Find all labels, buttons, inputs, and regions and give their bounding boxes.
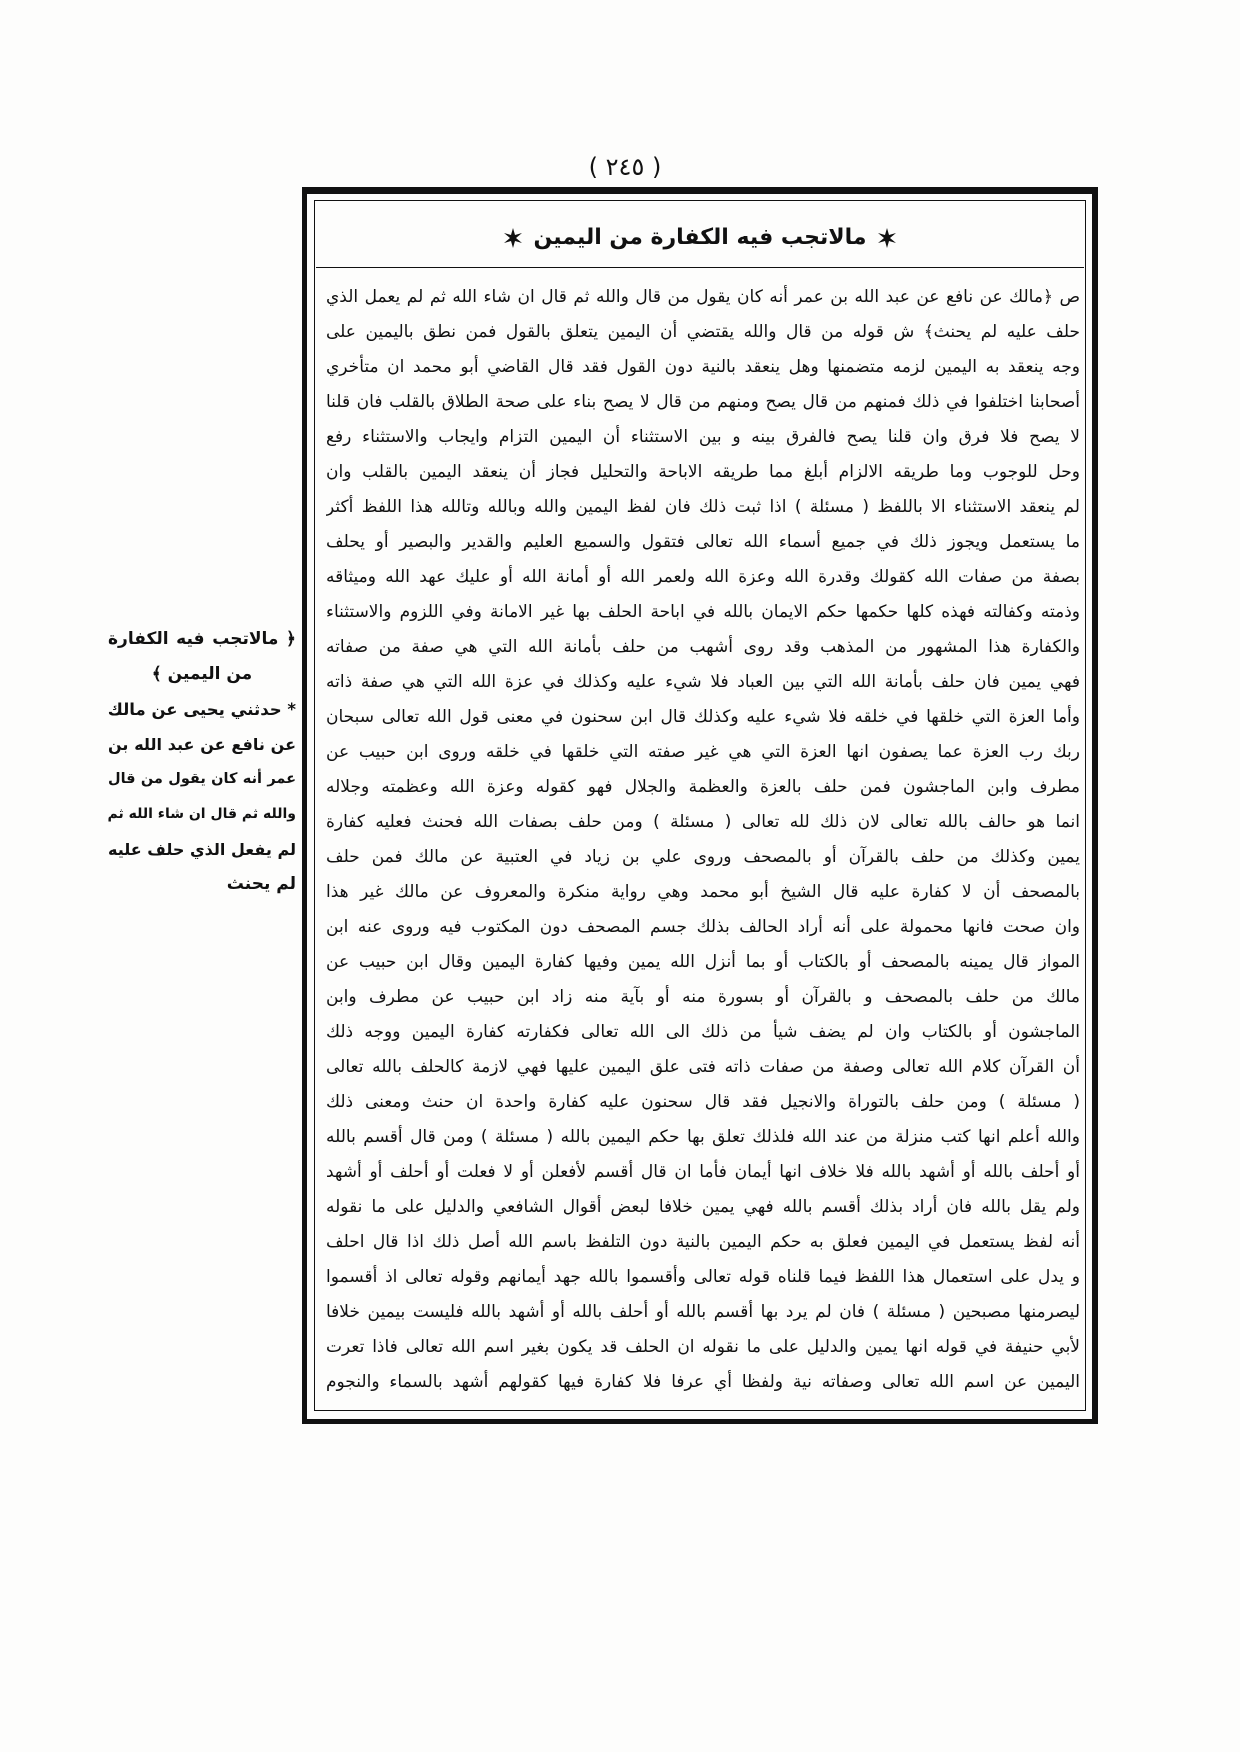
commentary-line: ص ﴿مالك عن نافع عن عبد الله بن عمر أنه كان يقول من قال والله ثم قال ان شاء الله ثم لم يعمل الذي	[326, 287, 1080, 307]
commentary-line: والكفارة هذا المشهور من المذهب وقد روى أشهب من حلف بأمانة الله التي هي صفة من صفاته	[326, 637, 1080, 657]
commentary-line: أو أحلف بالله أو أشهد بالله فلا خلاف انها أيمان فأما ان قال أقسم لأفعلن أو لا فعلت أو أحلف أو أشهد	[326, 1162, 1080, 1182]
commentary-line: ( مسئلة ) ومن حلف بالتوراة والانجيل فقد قال سحنون عليه كفارة واحدة ان حنث ومعنى ذلك	[326, 1092, 1080, 1112]
commentary-line: وجه ينعقد به اليمين لزمه متضمنها وهل ينعقد بالنية دون القول فقد قال القاضي أبو محمد ان متأخري	[326, 357, 1080, 377]
commentary-line: أنه لفظ يستعمل في اليمين فعلق به حكم اليمين بالنية دون التلفظ باسم الله أصل ذلك اذا قال احلف	[326, 1232, 1080, 1252]
commentary-line: ما يستعمل ويجوز ذلك في جميع أسماء الله تعالى فتقول والسميع العليم والقدير والبصير أو يحلف	[326, 532, 1080, 552]
margin-line: * حدثني يحيى عن مالك	[108, 700, 296, 719]
commentary-line: المواز قال يمينه بالمصحف أو بالكتاب أو بما أنزل الله يمين وفيها كفارة اليمين وقال ابن حبيب عن	[326, 952, 1080, 972]
commentary-line: وأما العزة التي خلقها في خلقه فلا شيء عليه وكذلك قال ابن سحنون في معنى قول الله تعالى سبحان	[326, 707, 1080, 727]
commentary-line: فهي يمين فان حلف بأمانة الله التي بين العباد فلا شيء عليه وكذلك في عزة الله التي هي صفة ذاته	[326, 672, 1080, 692]
commentary-line: مالك من حلف بالمصحف و بالقرآن أو بسورة منه أو بآية منه زاد ابن حبيب عن مطرف وابن	[326, 987, 1080, 1007]
margin-line: والله ثم قال ان شاء الله ثم	[108, 806, 296, 822]
commentary-body	[326, 280, 1080, 1400]
commentary-line: مطرف وابن الماجشون فمن حلف بالعزة والعظمة والجلال فهو كقوله وعزة الله وعظمته وجلاله	[326, 777, 1080, 797]
commentary-line: بصفة من صفات الله كقولك وقدرة الله وعزة الله ولعمر الله أو أمانة الله أو عليك عهد الله وميثاقه	[326, 567, 1080, 587]
margin-line: لم يحنث	[226, 874, 296, 894]
commentary-line: والله أعلم انها كتب منزلة من عند الله فلذلك تعلق بها حكم اليمين بالله ( مسئلة ) ومن قال أقسم بالله	[326, 1127, 1080, 1147]
commentary-line: ولم يقل بالله فان أراد بذلك أقسم بالله فهي يمين خلافا لبعض أقوال الشافعي والدليل على ما نقوله	[326, 1197, 1080, 1217]
chapter-heading	[320, 218, 1080, 258]
commentary-line: ربك رب العزة عما يصفون انها العزة التي هي غير صفته التي خلقها في خلقه وروى ابن حبيب عن	[326, 742, 1080, 762]
margin-line: لم يفعل الذي حلف عليه	[108, 840, 296, 859]
commentary-line: و يدل على استعمال هذا اللفظ فيما قلناه قوله تعالى وأقسموا بالله جهد أيمانهم وقوله تعالى اذ أقسموا	[326, 1267, 1080, 1287]
commentary-line: انما هو حالف بالله تعالى لان ذلك لله تعالى ( مسئلة ) ومن حلف بصفات الله فحنث فعليه كفارة	[326, 812, 1080, 832]
commentary-line: أن القرآن كلام الله تعالى وصفة من صفات ذاته فتى علق اليمين عليها فهي لازمة كالحلف بالله تعالى	[326, 1057, 1080, 1077]
commentary-line: أصحابنا اختلفوا في ذلك فمنهم من قال يصح ومنهم من قال لا يصح بناء على صحة الطلاق بالقلب فان قلنا	[326, 392, 1080, 412]
commentary-line: وحل للوجوب وما طريقه الالزام أبلغ مما طريقه الاباحة والتحليل فجاز أن ينعقد اليمين بالقلب وان	[326, 462, 1080, 482]
commentary-line: حلف عليه لم يحنث﴾ ش قوله من قال والله يقتضي أن اليمين يتعلق بالقول فمن نطق باليمين على	[326, 322, 1080, 342]
commentary-line: ليصرمنها مصبحين ( مسئلة ) فان لم يرد بها أقسم بالله أو أحلف بالله أو أشهد بالله فليست بيمين خلافا	[326, 1302, 1080, 1322]
margin-line: ﴿ مالاتجب فيه الكفارة	[108, 629, 296, 649]
commentary-line: بالمصحف أن لا كفارة عليه قال الشيخ أبو محمد وهي رواية منكرة والمعروف عن مالك غير هذا	[326, 882, 1080, 902]
margin-line: عن نافع عن عبد الله بن	[108, 735, 296, 754]
heading-divider	[316, 267, 1084, 268]
chapter-title: مالاتجب فيه الكفارة من اليمين	[533, 225, 867, 250]
margin-line: من اليمين ﴾	[151, 664, 253, 684]
commentary-line: لا يصح فلا فرق وان قلنا يصح فالفرق بينه و بين الاستثناء أن اليمين التزام وايجاب والاستثناء رفع	[326, 427, 1080, 447]
commentary-line: لأبي حنيفة في قوله انها يمين والدليل على ما نقوله ان الحلف قد يكون بغير اسم الله تعالى فاذا تعرت	[326, 1337, 1080, 1357]
margin-line: عمر أنه كان يقول من قال	[108, 771, 296, 787]
commentary-line: يمين وكذلك من حلف بالقرآن أو بالمصحف وروى علي بن زياد في العتبية عن مالك فمن حلف	[326, 847, 1080, 867]
ornament-star-icon	[877, 228, 897, 248]
commentary-line: الماجشون أو بالكتاب وان لم يضف شيأ من ذلك الى الله تعالى فكفارته كفارة اليمين ووجه ذلك	[326, 1022, 1080, 1042]
commentary-line: اليمين عن اسم الله تعالى وصفاته نية ولفظا أي عرفا فلا كفارة فيها كقولهم أشهد بالسماء والنجوم	[326, 1372, 1080, 1392]
page-number: ( ٢٤٥ )	[588, 153, 662, 181]
margin-hadith-text	[108, 622, 296, 902]
commentary-line: وان صحت فانها محمولة على أنه أراد الحالف بذلك جسم المصحف دون المكتوب فيه وروى عنه ابن	[326, 917, 1080, 937]
commentary-line: لم ينعقد الاستثناء الا باللفظ ( مسئلة ) اذا ثبت ذلك فان لفظ اليمين والله وبالله وتالله هذا اللفظ أكثر	[326, 497, 1080, 517]
ornament-star-icon	[503, 228, 523, 248]
commentary-line: وذمته وكفالته فهذه كلها حكمها حكم الايمان بالله في اباحة الحلف بها غير الامانة وفي اللزوم والاستثناء	[326, 602, 1080, 622]
